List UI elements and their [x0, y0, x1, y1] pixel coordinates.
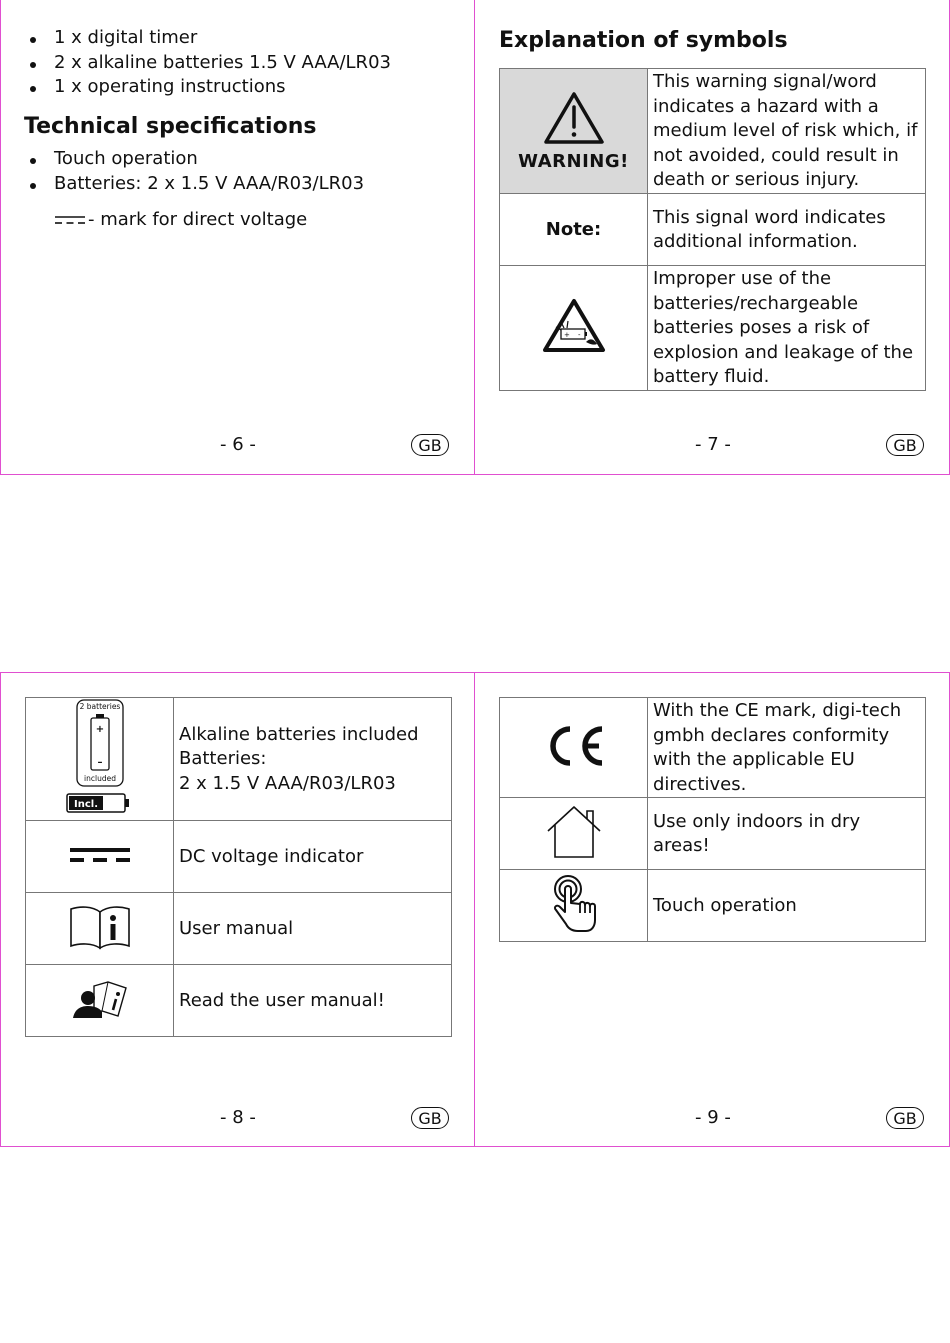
text-line: 2 x 1.5 V AAA/R03/LR03 — [179, 772, 396, 794]
svg-text:-: - — [577, 330, 581, 339]
tech-spec-list — [25, 147, 364, 196]
batteries-included-icon — [65, 698, 135, 816]
list-item: Touch operation — [25, 147, 364, 172]
page-7 — [474, 0, 950, 475]
battery-top-text: 2 batteries — [79, 702, 120, 711]
text-line: Batteries: — [179, 748, 267, 770]
table-row — [500, 194, 926, 266]
tech-spec-heading: Technical specifications — [24, 114, 317, 139]
dc-voltage-icon — [55, 213, 85, 227]
read-manual-icon — [70, 978, 130, 1020]
dc-mark-line — [55, 209, 307, 230]
page-number: - 9 - — [695, 1107, 731, 1128]
dc-voltage-cell — [26, 821, 174, 893]
battery-hazard-icon — [542, 298, 606, 354]
symbols-table — [499, 68, 926, 391]
table-row — [26, 893, 452, 965]
warning-triangle-icon — [543, 91, 605, 145]
user-manual-text: User manual — [174, 893, 452, 965]
table-row — [500, 870, 926, 942]
note-label: Note: — [545, 219, 602, 240]
warning-cell — [500, 69, 648, 194]
note-cell — [500, 194, 648, 266]
touch-text: Touch operation — [648, 870, 926, 942]
ce-mark-text: With the CE mark, digi-tech gmbh declares conformity with the applicable EU directives. — [648, 698, 926, 798]
dc-voltage-text: DC voltage indicator — [174, 821, 452, 893]
language-badge: GB — [886, 1107, 924, 1129]
note-text: This signal word indicates additional information. — [648, 194, 926, 266]
list-item: 2 x alkaline batteries 1.5 V AAA/LR03 — [25, 51, 391, 76]
ce-mark-cell — [500, 698, 648, 798]
touch-icon — [548, 873, 600, 935]
battery-hazard-cell — [500, 266, 648, 391]
user-manual-cell — [26, 893, 174, 965]
ce-mark-icon — [543, 724, 605, 768]
list-item: 1 x operating instructions — [25, 75, 391, 100]
language-badge: GB — [886, 434, 924, 456]
house-icon — [546, 804, 602, 860]
list-item: Batteries: 2 x 1.5 V AAA/R03/LR03 — [25, 172, 364, 197]
table-row — [500, 698, 926, 798]
touch-cell — [500, 870, 648, 942]
table-row — [26, 965, 452, 1037]
table-row — [500, 69, 926, 194]
page-number: - 6 - — [220, 434, 256, 455]
symbols-table — [25, 697, 452, 1037]
battery-plus: + — [95, 724, 104, 735]
table-row — [26, 821, 452, 893]
table-row — [500, 798, 926, 870]
symbols-table — [499, 697, 926, 942]
list-item: 1 x digital timer — [25, 26, 391, 51]
read-manual-text: Read the user manual! — [174, 965, 452, 1037]
battery-minus: – — [97, 757, 102, 768]
batteries-included-cell — [26, 698, 174, 821]
user-manual-icon — [68, 904, 132, 950]
house-cell — [500, 798, 648, 870]
page-8 — [0, 672, 475, 1147]
page-number: - 8 - — [220, 1107, 256, 1128]
language-badge: GB — [411, 434, 449, 456]
dc-voltage-icon — [68, 846, 132, 864]
table-row — [500, 266, 926, 391]
language-badge: GB — [411, 1107, 449, 1129]
warning-label: WARNING! — [518, 150, 629, 172]
batteries-included-text — [174, 698, 452, 821]
page-9 — [474, 672, 950, 1147]
symbols-heading: Explanation of symbols — [499, 28, 788, 53]
dc-mark-text: - mark for direct voltage — [88, 209, 308, 230]
text-line: Alkaline batteries included — [179, 723, 419, 745]
read-manual-cell — [26, 965, 174, 1037]
warning-text: This warning signal/word indicates a hazard with a medium level of risk which, if not avoided, could result in death or serious injury. — [648, 69, 926, 194]
page-6 — [0, 0, 475, 475]
page-number: - 7 - — [695, 434, 731, 455]
table-row — [26, 698, 452, 821]
svg-text:+: + — [563, 330, 570, 339]
battery-hazard-text: Improper use of the batteries/rechargeable batteries poses a risk of explosion and leakage of the battery fluid. — [648, 266, 926, 391]
incl-label: Incl. — [73, 799, 98, 810]
contents-list — [25, 26, 391, 100]
battery-bottom-text: included — [83, 774, 116, 783]
house-text: Use only indoors in dry areas! — [648, 798, 926, 870]
